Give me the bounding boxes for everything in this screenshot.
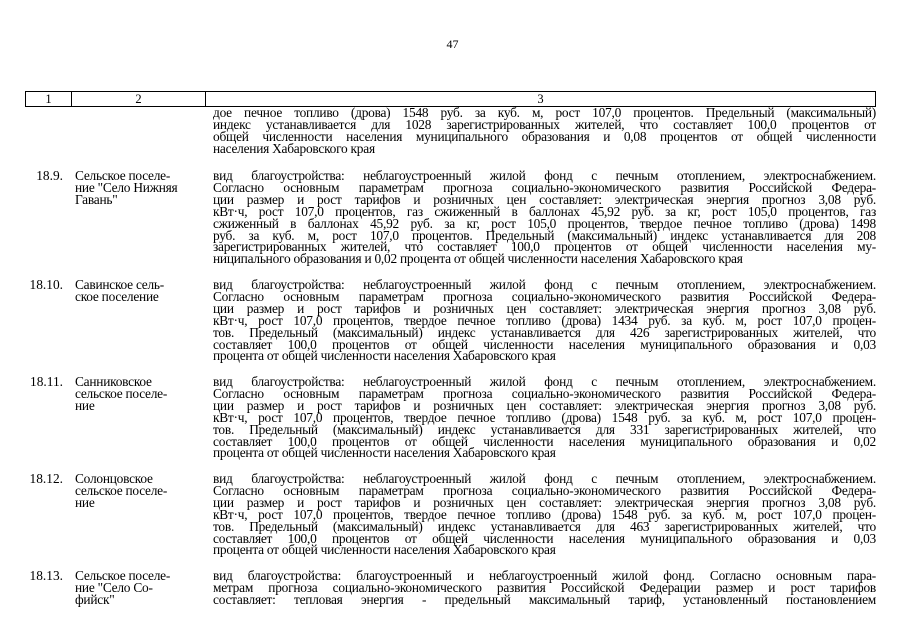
row-description: вид благоустройства: неблагоустроенный жилой фонд с печным отоплением, электроснабжением. Согласно основным параметрам прогноза социально-экономического развития Российской Федера- ции размер и рост тарифов и розничных цен составляет: электрическая энергия прогноз 3,08 руб. кВт·ч, рост 107,0 процентов, твердое печное топливо (дрова) 1548 руб. за куб. м, рост 107,0 процен- тов. Предельный (максимальный) индекс устанавливается для 331 зарегистрированных жителей, что составляет 100,0 процентов от общей численности населения муниципального образования и 0,02 процента от общей численности населения Хабаровского края bbox=[213, 374, 876, 461]
row-number: 18.9. bbox=[36, 168, 63, 183]
settlement-name: Сельское поселе- ние "Село Нижняя Гавань" bbox=[75, 168, 178, 207]
text-line: населения Хабаровского края bbox=[213, 140, 375, 156]
table-row bbox=[25, 570, 876, 606]
table-row-18-12 bbox=[25, 473, 876, 556]
table-row-18-10 bbox=[25, 279, 876, 362]
row-number: 18.13. bbox=[29, 568, 63, 583]
row-description: вид благоустройства: неблагоустроенный жилой фонд с печным отоплением, электроснабжением. Согласно основным параметрам прогноза социально-экономического развития Российской Федера- ции размер и рост тарифов и розничных цен составляет: электрическая энергия прогноз 3,08 руб. кВт·ч, рост 107,0 процентов, твердое печное топливо (дрова) 1548 руб. за куб. м, рост 107,0 процен- тов. Предельный (максимальный) индекс устанавливается для 463 зарегистрированных жителей, что составляет 100,0 процентов от общей численности населения муниципального образования и 0,03 процента от общей численности населения Хабаровского края bbox=[213, 471, 876, 558]
row-number: 18.11. bbox=[30, 374, 63, 389]
settlement-name: Савинское сель- ское поселение bbox=[75, 277, 164, 304]
row-description: вид благоустройства: неблагоустроенный жилой фонд с печным отоплением, электроснабжением. Согласно основным параметрам прогноза социально-экономического развития Российской Федера- ции размер и рост тарифов и розничных цен составляет: электрическая энергия прогноз 3,08 руб. кВт·ч, рост 107,0 процентов, твердое печное топливо (дрова) 1434 руб. за куб. м, рост 107,0 процен- тов. Предельный (максимальный) индекс устанавливается для 426 зарегистрированных жителей, что составляет 100,0 процентов от общей численности населения муниципального образования и 0,03 процента от общей численности населения Хабаровского края bbox=[213, 277, 876, 364]
table-row bbox=[25, 170, 876, 265]
settlement-name: Сельское поселе- ние "Село Со- фийск" bbox=[75, 568, 171, 607]
table-row-18-13 bbox=[25, 570, 876, 606]
text-line: общей численности населения муниципального образования и 0,08 процентов от общей численности bbox=[213, 128, 876, 144]
table-body bbox=[25, 107, 876, 155]
continuation-row bbox=[25, 107, 876, 155]
page-number: 47 bbox=[446, 37, 459, 51]
header-col-2: 2 bbox=[72, 92, 206, 106]
text-line: индекс устанавливается для 1028 зарегистрированных жителей, что составляет 100,0 процентов от bbox=[213, 116, 876, 132]
table-row-18-9 bbox=[25, 170, 876, 265]
table-row bbox=[25, 279, 876, 362]
header-col-1: 1 bbox=[26, 92, 72, 106]
row-number: 18.12. bbox=[29, 471, 63, 486]
table-row bbox=[25, 473, 876, 556]
header-col-3: 3 bbox=[537, 92, 544, 106]
row-description: вид благоустройства: неблагоустроенный жилой фонд с печным отоплением, электроснабжением. Согласно основным параметрам прогноза социально-экономического развития Российской Федера- ции размер и рост тарифов и розничных цен составляет: электрическая энергия прогноз 3,08 руб. кВт·ч, рост 107,0 процентов, газ сжиженный в баллонах 45,92 руб. за кг, рост 105,0 процентов, газ сжиженный в баллонах 45,92 руб. за кг, рост 105,0 процентов, твердое печное топливо (дрова) 1498 руб. за куб. м, рост 107,0 процентов. Предельный (максимальный) индекс устанавливается для 208 зарегистрированных жителей, что составляет 100,0 процентов от общей численности населения му- ниципального образования и 0,02 процента от общей численности населения Хабаровского края bbox=[213, 168, 876, 267]
row-description: вид благоустройства: благоустроенный и неблагоустроенный жилой фонд. Согласно основным пара- метрам прогноза социально-экономического развития Российской Федерации размер и рост тарифов составляет: тепловая энергия - предельный максимальный тариф, установленный постановлением bbox=[213, 568, 876, 607]
settlement-name: Санниковское сельское поселе- ние bbox=[75, 374, 168, 413]
continuation-text bbox=[205, 107, 876, 155]
table-row-18-11 bbox=[25, 376, 876, 459]
table-row bbox=[25, 376, 876, 459]
settlement-name: Солонцовское сельское поселе- ние bbox=[75, 471, 168, 510]
row-number: 18.10. bbox=[29, 277, 63, 292]
text-line: дое печное топливо (дрова) 1548 руб. за куб. м, рост 107,0 процентов. Предельный (максимальный) bbox=[213, 105, 876, 120]
